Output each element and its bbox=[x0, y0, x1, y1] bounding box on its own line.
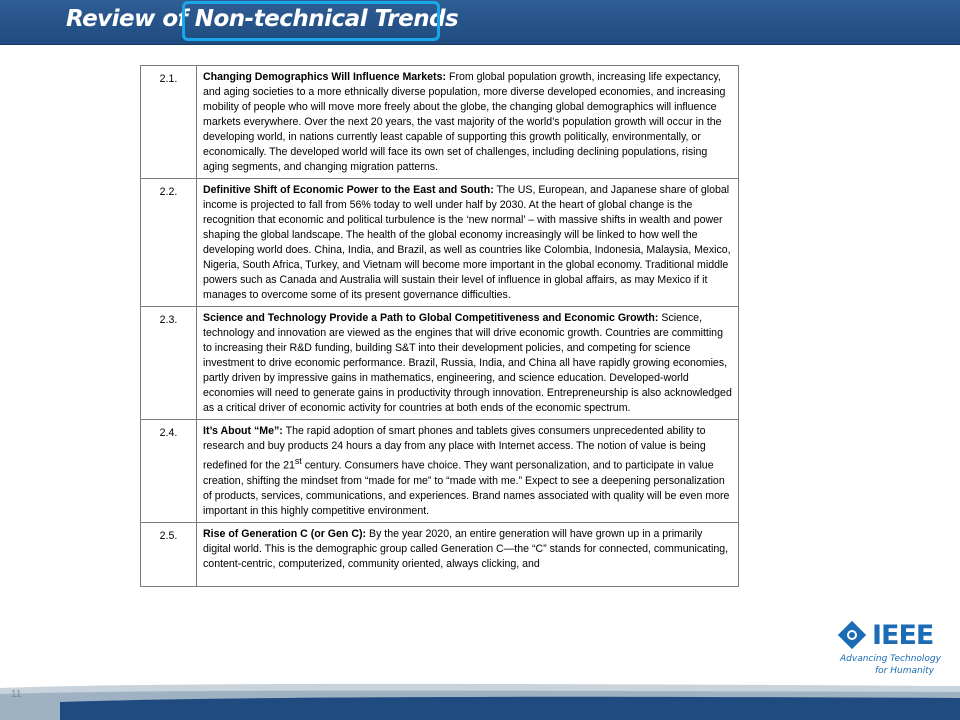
ieee-circle-icon bbox=[847, 630, 857, 640]
ieee-tagline-line1: Advancing Technology bbox=[840, 654, 941, 664]
item-body: By the year 2020, an entire generation will have grown up in a primarily digital world. This is the demographic group called Generation C—the “C” stands for connected, communicating, content-centric, computerized, community oriented, always clicking, and bbox=[203, 527, 729, 570]
title-highlight-box bbox=[182, 1, 440, 41]
item-title: It’s About “Me”: bbox=[203, 425, 283, 437]
slide-title-highlighted: Non-technical Trends bbox=[194, 6, 459, 32]
item-number: 2.5. bbox=[141, 522, 197, 586]
item-number: 2.2. bbox=[141, 179, 197, 307]
ieee-logo bbox=[838, 622, 942, 680]
ordinal-suffix: st bbox=[294, 456, 302, 466]
item-number: 2.4. bbox=[141, 420, 197, 523]
ieee-tagline-line2: for Humanity bbox=[875, 666, 935, 676]
item-title: Rise of Generation C (or Gen C): bbox=[203, 527, 367, 540]
table-row bbox=[141, 179, 739, 307]
ieee-wordmark: IEEE bbox=[872, 620, 934, 651]
item-title: Changing Demographics Will Influence Markets: bbox=[203, 71, 447, 83]
table-row bbox=[141, 522, 739, 586]
item-body-part2: century. Consumers have choice. They want personalization, and to participate in value creation, shifting the mindset from “made for me” to “made with me.” Expect to see a deepening personalization of products, services, communications, and experiences. Brand names associated with quality will be even more important in this highly competitive environment. bbox=[203, 459, 730, 517]
item-title: Definitive Shift of Economic Power to the East and South: bbox=[203, 184, 494, 196]
page-number: 11 bbox=[11, 689, 22, 700]
footer-wave bbox=[0, 682, 960, 720]
table-row bbox=[141, 420, 739, 523]
item-body: From global population growth, increasing life expectancy, and aging societies to a more ethnically diverse population, more diverse developed economies, and increasing mobility of people who will move more freely about the globe, the changing global demographics will influence markets everywhere. Over the next 20 years, the vast majority of the world’s population growth will occur in the developing world, in nations currently least capable of supporting this growth politically, environmentally, or economically. The developed world will face its own set of challenges, including declining populations, rising aging segments, and changing migration patterns. bbox=[203, 71, 726, 173]
item-number: 2.1. bbox=[141, 66, 197, 179]
item-text bbox=[197, 66, 739, 179]
trends-table bbox=[140, 65, 739, 587]
title-bar bbox=[0, 0, 960, 45]
item-body-part1: The rapid adoption of smart phones and tablets gives consumers unprecedented ability to research and buy products 24 hours a day from any place with Internet access. The notion of value is being redefined for the 21 bbox=[203, 425, 706, 472]
item-number: 2.3. bbox=[141, 307, 197, 420]
table-row bbox=[141, 66, 739, 179]
item-body: The US, European, and Japanese share of global income is projected to fall from 56% today to well under half by 2030. At the heart of global change is the recognition that economic and political turbulence is the ‘new normal’ – with massive shifts in wealth and power shaping the global landscape. The health of the global economy increasingly will be linked to how well the developing world does. China, India, and Brazil, as well as countries like Colombia, Indonesia, Malaysia, Mexico, Nigeria, South Africa, Turkey, and Vietnam will become more important in the global economy. Traditional middle powers such as Canada and Australia will sustain their level of influence in global affairs, as may Mexico if it manages to overcome some of its present governance difficulties. bbox=[203, 184, 731, 301]
item-body: Science, technology and innovation are viewed as the engines that will drive economic growth. Countries are committing to increasing their R&D funding, building S&T into their development policies, and competing for science investment to drive economic performance. Brazil, Russia, India, and China all have rapidly growing economies, partly driven by impressive gains in mathematics, engineering, and science education. Developed-world economies will need to generate gains in productivity through innovation. Entrepreneurship is also acknowledged as a critical driver of economic activity for countries at both ends of the economic spectrum. bbox=[203, 312, 732, 414]
item-text-clip bbox=[203, 527, 732, 583]
item-text bbox=[197, 307, 739, 420]
item-text bbox=[197, 420, 739, 523]
item-text bbox=[197, 179, 739, 307]
slide-title-prefix: Review of bbox=[66, 6, 195, 32]
item-text bbox=[197, 522, 739, 586]
item-title: Science and Technology Provide a Path to Global Competitiveness and Economic Growth: bbox=[203, 312, 659, 324]
table-row bbox=[141, 307, 739, 420]
